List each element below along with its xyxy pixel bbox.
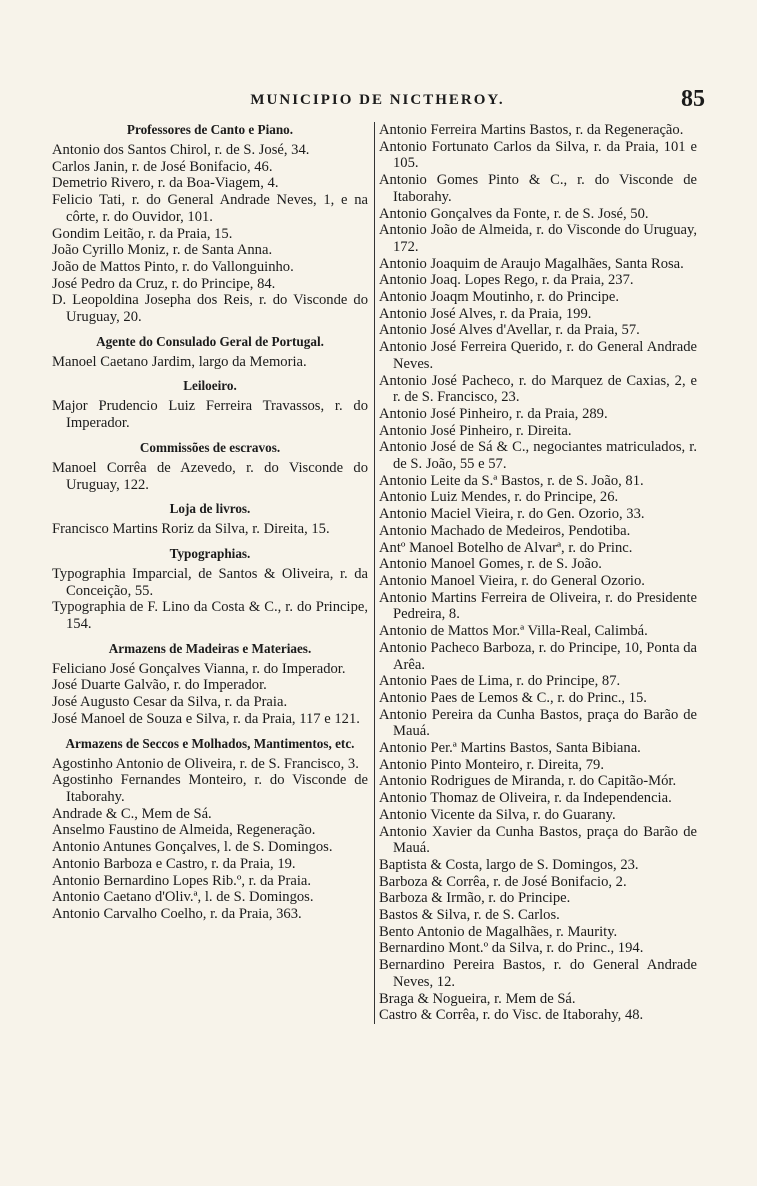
directory-entry: Antonio de Mattos Mor.ª Villa-Real, Calimbá. <box>379 623 648 640</box>
directory-entry: Antonio José de Sá & C., negociantes matriculados, r. de S. João, 55 e 57. <box>379 439 697 473</box>
directory-entry: Antº Manoel Botelho de Alvarª, r. do Princ. <box>379 539 633 556</box>
directory-entry: Antonio Pereira da Cunha Bastos, praça do Barão de Mauá. <box>379 706 697 740</box>
directory-entry: Antonio Manoel Vieira, r. do General Ozorio. <box>379 572 645 589</box>
directory-entry: Antonio João de Almeida, r. do Visconde do Uruguay, 172. <box>379 222 697 255</box>
directory-entry: Antonio Joaqm Moutinho, r. do Principe. <box>379 289 619 306</box>
directory-entry: José Augusto Cesar da Silva, r. da Praia. <box>52 694 288 711</box>
directory-entry: Antonio Rodrigues de Miranda, r. do Capitão-Mór. <box>379 773 677 790</box>
page-number: 85 <box>681 86 705 112</box>
directory-entry: Antonio Luiz Mendes, r. do Principe, 26. <box>379 489 619 506</box>
directory-entry: José Manoel de Souza e Silva, r. da Praia, 117 e 121. <box>52 710 360 727</box>
directory-entry: Antonio Per.ª Martins Bastos, Santa Bibiana. <box>379 740 641 757</box>
directory-entry: Barboza & Corrêa, r. de José Bonifacio, 2. <box>379 873 627 890</box>
directory-entry: Antonio Joaq. Lopes Rego, r. da Praia, 237. <box>379 272 634 289</box>
directory-entry: Antonio Gomes Pinto & C., r. do Visconde de Itaborahy. <box>379 172 697 205</box>
directory-entry: Typographia de F. Lino da Costa & C., r. do Principe, 154. <box>52 599 368 633</box>
right-column <box>374 122 697 1024</box>
directory-entry: Antonio Martins Ferreira de Oliveira, r. do Presidente Pedreira, 8. <box>379 589 697 623</box>
page-header <box>50 86 705 116</box>
directory-entry: Braga & Nogueira, r. Mem de Sá. <box>379 990 576 1007</box>
section-heading: Armazens de Madeiras e Materiaes. <box>108 640 312 656</box>
directory-entry: Manoel Corrêa de Azevedo, r. do Visconde do Uruguay, 122. <box>52 459 368 493</box>
directory-entry: Francisco Martins Roriz da Silva, r. Direita, 15. <box>52 521 330 538</box>
directory-entry: Antonio Maciel Vieira, r. do Gen. Ozorio, 33. <box>379 506 645 523</box>
directory-entry: Manoel Caetano Jardim, largo da Memoria. <box>52 353 307 370</box>
directory-entry: Antonio José Alves d'Avellar, r. da Praia, 57. <box>379 322 640 339</box>
section-heading: Typographias. <box>169 545 251 561</box>
directory-entry: Antonio Pacheco Barboza, r. do Principe, 10, Ponta da Arêa. <box>379 639 697 673</box>
directory-entry: Antonio Caetano d'Oliv.ª, l. de S. Domingos. <box>52 889 314 906</box>
directory-entry: Baptista & Costa, largo de S. Domingos, 23. <box>379 856 639 873</box>
section-heading: Commissões de escravos. <box>139 439 281 455</box>
directory-entry: Antonio Barboza e Castro, r. da Praia, 19. <box>52 855 296 872</box>
directory-entry: Agostinho Antonio de Oliveira, r. de S. Francisco, 3. <box>52 755 359 772</box>
directory-entry: Antonio Vicente da Silva, r. do Guarany. <box>379 806 616 823</box>
directory-entry: Bernardino Pereira Bastos, r. do General Andrade Neves, 12. <box>379 957 697 990</box>
directory-entry: Antonio Antunes Gonçalves, l. de S. Domingos. <box>52 839 333 856</box>
directory-entry: Bastos & Silva, r. de S. Carlos. <box>379 907 560 924</box>
directory-entry: João Cyrillo Moniz, r. de Santa Anna. <box>52 242 273 259</box>
directory-entry: Antonio Ferreira Martins Bastos, r. da Regeneração. <box>379 122 684 138</box>
directory-entry: Typographia Imparcial, de Santos & Oliveira, r. da Conceição, 55. <box>52 565 368 599</box>
directory-entry: Gondim Leitão, r. da Praia, 15. <box>52 225 233 242</box>
directory-entry: Demetrio Rivero, r. da Boa-Viagem, 4. <box>52 175 279 192</box>
directory-entry: Barboza & Irmão, r. do Principe. <box>379 890 571 907</box>
directory-entry: Antonio José Pinheiro, r. Direita. <box>379 422 572 439</box>
directory-entry: Castro & Corrêa, r. do Visc. de Itaborahy, 48. <box>379 1007 644 1024</box>
directory-entry: Antonio José Pacheco, r. do Marquez de Caxias, 2, e r. de S. Francisco, 23. <box>379 372 697 406</box>
directory-entry: Bernardino Mont.º da Silva, r. do Princ., 194. <box>379 940 644 957</box>
directory-entry: Andrade & C., Mem de Sá. <box>52 805 212 822</box>
left-column <box>52 122 368 923</box>
running-title: MUNICIPIO DE NICTHEROY. <box>250 92 505 108</box>
directory-entry: Antonio Xavier da Cunha Bastos, praça do Barão de Mauá. <box>379 823 697 857</box>
directory-entry: Antonio Fortunato Carlos da Silva, r. da Praia, 101 e 105. <box>379 138 697 172</box>
directory-entry: Antonio Paes de Lima, r. do Principe, 87. <box>379 673 621 690</box>
directory-entry: Antonio Bernardino Lopes Rib.º, r. da Praia. <box>52 872 312 889</box>
section-heading: Armazens de Seccos e Molhados, Mantimentos, etc. <box>65 735 355 751</box>
section-heading: Loja de livros. <box>169 501 251 517</box>
directory-entry: Antonio Manoel Gomes, r. de S. João. <box>379 556 602 573</box>
directory-entry: D. Leopoldina Josepha dos Reis, r. do Visconde do Uruguay, 20. <box>52 292 368 326</box>
directory-entry: Bento Antonio de Magalhães, r. Maurity. <box>379 923 618 940</box>
directory-entry: Antonio Gonçalves da Fonte, r. de S. José, 50. <box>379 205 649 222</box>
directory-entry: Feliciano José Gonçalves Vianna, r. do Imperador. <box>52 660 346 677</box>
directory-entry: José Pedro da Cruz, r. do Principe, 84. <box>52 275 276 292</box>
directory-entry: Antonio dos Santos Chirol, r. de S. José, 34. <box>52 142 310 158</box>
directory-entry: Antonio Pinto Monteiro, r. Direita, 79. <box>379 756 604 773</box>
directory-entry: Major Prudencio Luiz Ferreira Travassos, r. do Imperador. <box>52 398 368 432</box>
directory-entry: Antonio Joaquim de Araujo Magalhães, Santa Rosa. <box>379 255 684 272</box>
directory-entry: Antonio Machado de Medeiros, Pendotiba. <box>379 522 631 539</box>
section-heading: Agente do Consulado Geral de Portugal. <box>96 333 324 349</box>
directory-entry: Antonio Carvalho Coelho, r. da Praia, 363. <box>52 905 302 922</box>
directory-entry: Carlos Janin, r. de José Bonifacio, 46. <box>52 158 273 175</box>
section-heading: Leiloeiro. <box>183 378 237 394</box>
directory-entry: Antonio José Ferreira Querido, r. do General Andrade Neves. <box>379 339 697 372</box>
directory-entry: João de Mattos Pinto, r. do Vallonguinho. <box>52 258 294 275</box>
directory-entry: Antonio José Pinheiro, r. da Praia, 289. <box>379 405 608 422</box>
section-heading: Professores de Canto e Piano. <box>126 122 294 137</box>
directory-entry: Antonio José Alves, r. da Praia, 199. <box>379 305 592 322</box>
directory-entry: Agostinho Fernandes Monteiro, r. do Visconde de Itaborahy. <box>52 772 368 805</box>
directory-entry: Felicio Tati, r. do General Andrade Neves, 1, e na côrte, r. do Ouvidor, 101. <box>52 192 368 225</box>
directory-entry: José Duarte Galvão, r. do Imperador. <box>52 677 267 694</box>
directory-entry: Antonio Thomaz de Oliveira, r. da Independencia. <box>379 790 672 807</box>
directory-entry: Anselmo Faustino de Almeida, Regeneração. <box>52 822 316 839</box>
directory-entry: Antonio Leite da S.ª Bastos, r. de S. João, 81. <box>379 472 644 489</box>
directory-entry: Antonio Paes de Lemos & C., r. do Princ., 15. <box>379 689 647 706</box>
